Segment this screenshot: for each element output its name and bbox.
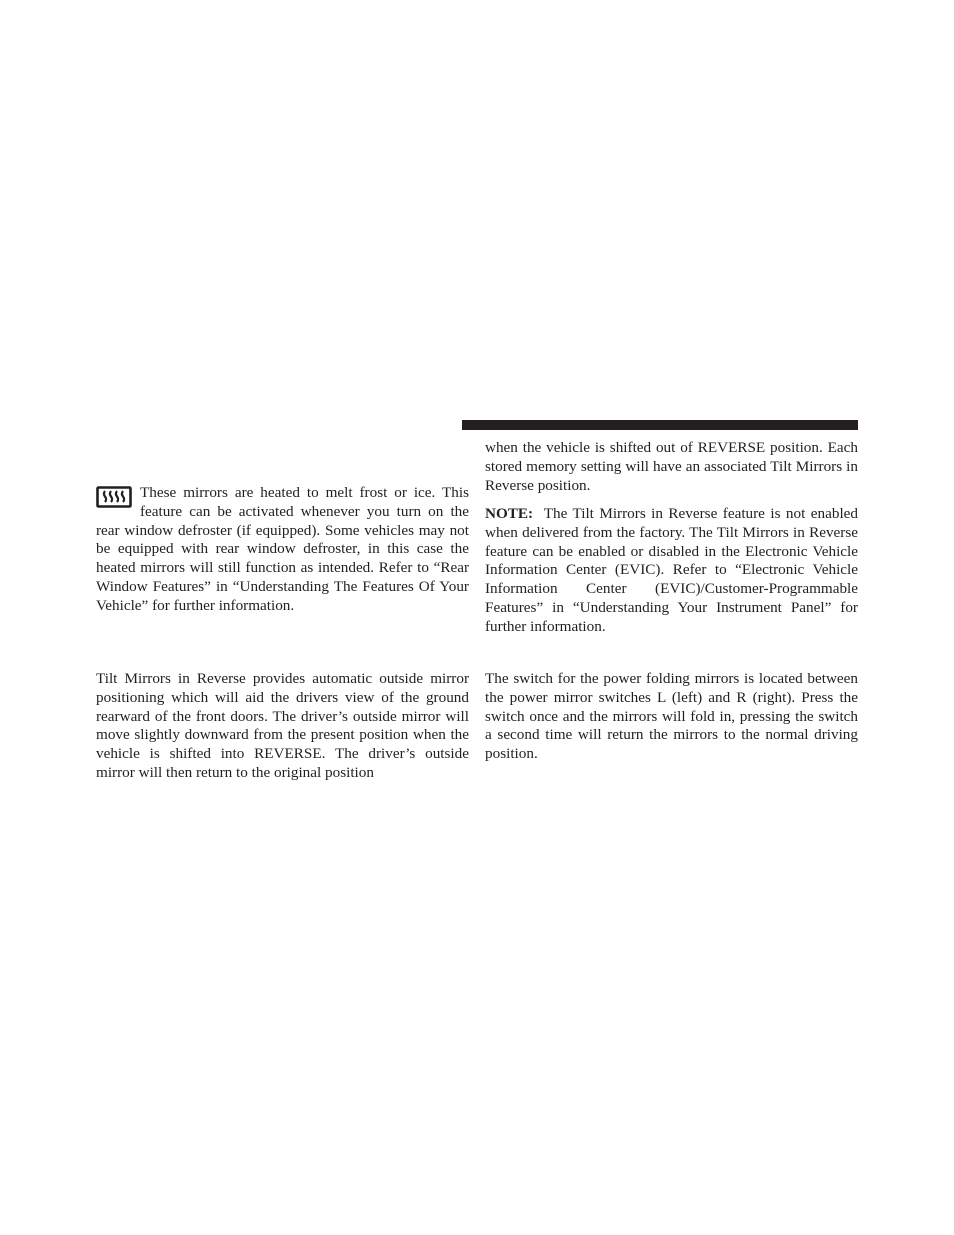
tilt-mirrors-section [96, 670, 469, 783]
note-text: The Tilt Mirrors in Reverse feature is not enabled when delivered from the factory. The Tilt Mirrors in Reverse feature can be enabled or disabled in the Electronic Vehicle Information Center (EVIC). Refer to “Electronic Vehicle Information Center (EVIC)/Customer-Programmable Features” in “Understanding Your Instrument Panel” for further information. [485, 505, 858, 635]
tilt-mirrors-continued-text: when the vehicle is shifted out of REVERSE position. Each stored memory setting will have an associated Tilt Mirrors in Reverse position. [485, 439, 858, 494]
tilt-mirrors-text: Tilt Mirrors in Reverse provides automatic outside mirror positioning which will aid the drivers view of the ground rearward of the front doors. The driver’s outside mirror will move slightly downward from the present position when the vehicle is shifted into REVERSE. The driver’s outside mirror will then return to the original position [96, 670, 469, 781]
note-section [485, 505, 858, 637]
note-label: NOTE: [485, 505, 534, 522]
note-paragraph [485, 505, 858, 637]
power-folding-text: The switch for the power folding mirrors is located between the power mirror switches L (left) and R (right). Press the switch once and the mirrors will fold in, pressing the switch a second time will return the mirrors to the normal driving position. [485, 670, 858, 763]
power-folding-section [485, 670, 858, 764]
section-header-bar [462, 420, 858, 430]
tilt-mirrors-continued-section [485, 439, 858, 495]
rear-defroster-icon [96, 486, 132, 508]
heated-mirrors-text: These mirrors are heated to melt frost or ice. This feature can be activated whenever you turn on the rear window defroster (if equipped). Some vehicles may not be equipped with rear window defroster, in this case the heated mirrors will still function as intended. Refer to “Rear Window Features” in “Understanding The Features Of Your Vehicle” for further information. [96, 484, 469, 614]
heated-mirrors-section [96, 484, 469, 616]
